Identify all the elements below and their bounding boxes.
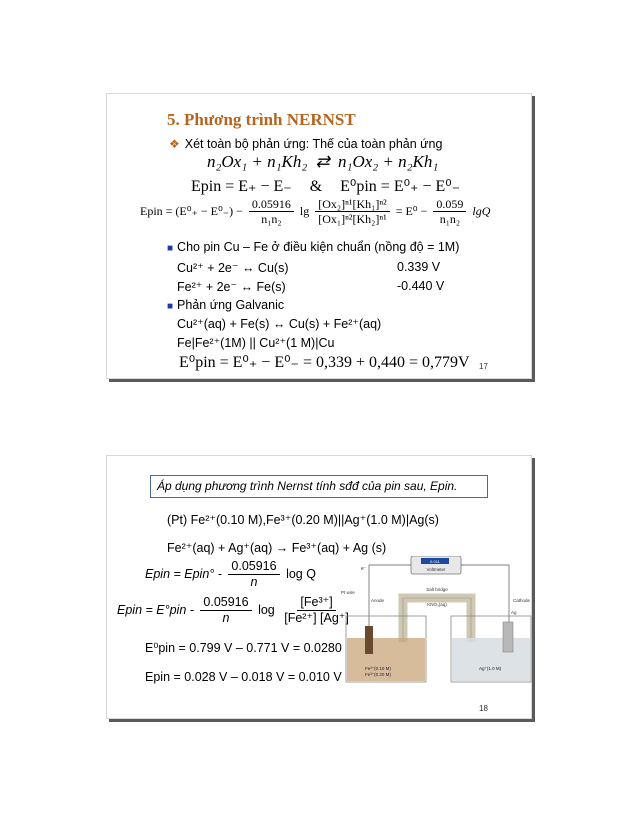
bullet-galvanic <box>167 298 284 312</box>
left-solution-label-2: Fe³⁺(0.20 M) <box>365 672 391 677</box>
nernst-equation <box>140 198 490 227</box>
ratio-num: [Ox₂]ⁿ¹[Kh₁]ⁿ² <box>315 198 389 212</box>
question-heading: Áp dụng phương trình Nernst tính sđđ của pin sau, Epin. <box>157 479 458 493</box>
question-box <box>150 475 488 498</box>
nernst-mid: = E⁰ − <box>395 204 428 219</box>
nernst-eq-2 <box>117 596 355 626</box>
epin-lhs: Epin = E₊ − E₋ <box>191 178 292 195</box>
eq1-rhs: log Q <box>286 567 316 582</box>
pt-wire-label: Pt wire <box>341 590 355 595</box>
eq1-fraction <box>228 560 279 590</box>
nernst-lhs: Epin = (E⁰₊ − E⁰₋) − <box>140 204 243 219</box>
salt-bridge-label: Salt bridge <box>426 587 448 592</box>
lg-label: lg <box>299 204 310 219</box>
anode-label: Anode <box>371 598 385 603</box>
bullet-standard <box>167 240 459 254</box>
coef2-num: 0.059 <box>433 198 466 212</box>
slide-18 <box>106 455 532 719</box>
eq1-num: 0.05916 <box>228 560 279 575</box>
right-solution <box>452 638 530 681</box>
page-number-2: 18 <box>479 704 488 713</box>
ratio-fraction <box>315 198 389 227</box>
half-reaction-cu-value: 0.339 V <box>397 260 441 274</box>
intro-text: Xét toàn bộ phản ứng: Thế của toàn phản ứng <box>184 137 443 151</box>
result-equation: E⁰pin = E⁰₊ − E⁰₋ = 0,339 + 0,440 = 0,779V <box>179 354 470 371</box>
ampersand: & <box>309 178 323 195</box>
eq2-ratio-den: [Fe²⁺] [Ag⁺] <box>284 610 349 625</box>
electron-label: e⁻ <box>361 566 367 572</box>
square-bullet-icon: ■ <box>167 301 174 312</box>
diamond-bullet-icon: ❖ <box>169 137 180 151</box>
intro-line <box>169 137 442 151</box>
eq2-log: log <box>258 603 275 618</box>
voltmeter-reading: 0.011 <box>430 559 440 564</box>
eq1-lhs: Epin = Epin° - <box>145 567 222 582</box>
slide-title: 5. Phương trình NERNST <box>167 110 356 129</box>
eq2-lhs: Epin = E°pin - <box>117 603 194 618</box>
redox-reaction: Fe²⁺(aq) + Ag⁺(aq) → Fe³⁺(aq) + Ag (s) <box>167 541 387 555</box>
eq2-fraction <box>200 596 251 626</box>
galvanic-cell-svg <box>341 556 541 684</box>
salt-label: KNO₃(aq) <box>427 602 447 607</box>
reaction-equation <box>207 152 438 172</box>
galvanic-reaction: Cu²⁺(aq) + Fe(s) ↔ Cu(s) + Fe²⁺(aq) <box>177 317 382 331</box>
eq1-den: n <box>250 574 258 589</box>
equilibrium-arrow-icon: ⇄ <box>315 152 330 171</box>
eq2-num: 0.05916 <box>200 596 251 611</box>
eq2-den: n <box>222 610 230 625</box>
reaction-right: n₁Ox₂ + n₂Kh₁ <box>338 152 439 171</box>
e0-calc: E⁰pin = 0.799 V – 0.771 V = 0.0280 <box>145 641 342 655</box>
coef2-den: n₁n₂ <box>439 212 461 227</box>
cathode-electrode <box>503 622 513 652</box>
ag-label: Ag <box>511 610 517 615</box>
right-solution-label: Ag⁺(1.0 M) <box>479 666 502 671</box>
coef-num: 0.05916 <box>249 198 294 212</box>
slide-17 <box>106 93 532 379</box>
coef2-fraction <box>433 198 466 227</box>
cell-notation-2: (Pt) Fe²⁺(0.10 M),Fe³⁺(0.20 M)||Ag⁺(1.0 M)|Ag(s) <box>167 513 439 527</box>
epin-calc: Epin = 0.028 V – 0.018 V = 0.010 V <box>145 670 342 684</box>
epin-equation <box>191 176 460 196</box>
galvanic-cell-figure <box>341 556 541 689</box>
cathode-label: Cathode <box>513 598 531 603</box>
half-reaction-fe: Fe²⁺ + 2e⁻ ↔ Fe(s) <box>177 280 286 294</box>
ratio-den: [Ox₁]ⁿ²[Kh₂]ⁿ¹ <box>318 212 387 227</box>
lgq-label: lgQ <box>472 204 491 219</box>
bullet-galvanic-text: Phản ứng Galvanic <box>177 298 285 312</box>
reaction-left: n₂Ox₁ + n₁Kh₂ <box>207 152 308 171</box>
half-reaction-cu: Cu²⁺ + 2e⁻ ↔ Cu(s) <box>177 261 289 275</box>
epin-rhs: E⁰pin = E⁰₊ − E⁰₋ <box>340 178 461 195</box>
page-number: 17 <box>479 362 488 371</box>
half-reaction-fe-value: -0.440 V <box>397 279 445 293</box>
square-bullet-icon: ■ <box>167 243 174 254</box>
cell-notation: Fe|Fe²⁺(1M) || Cu²⁺(1 M)|Cu <box>177 336 335 350</box>
voltmeter-label: Voltmeter <box>426 567 446 572</box>
eq2-ratio-num: [Fe³⁺] <box>297 596 335 611</box>
anode-electrode <box>365 626 373 654</box>
bullet-standard-text: Cho pin Cu – Fe ở điều kiện chuẩn (nồng độ = 1M) <box>177 240 460 254</box>
left-solution-label-1: Fe²⁺(0.10 M) <box>365 666 391 671</box>
coef-fraction <box>249 198 294 227</box>
coef-den: n₁n₂ <box>261 212 282 227</box>
nernst-eq-1 <box>145 560 316 590</box>
